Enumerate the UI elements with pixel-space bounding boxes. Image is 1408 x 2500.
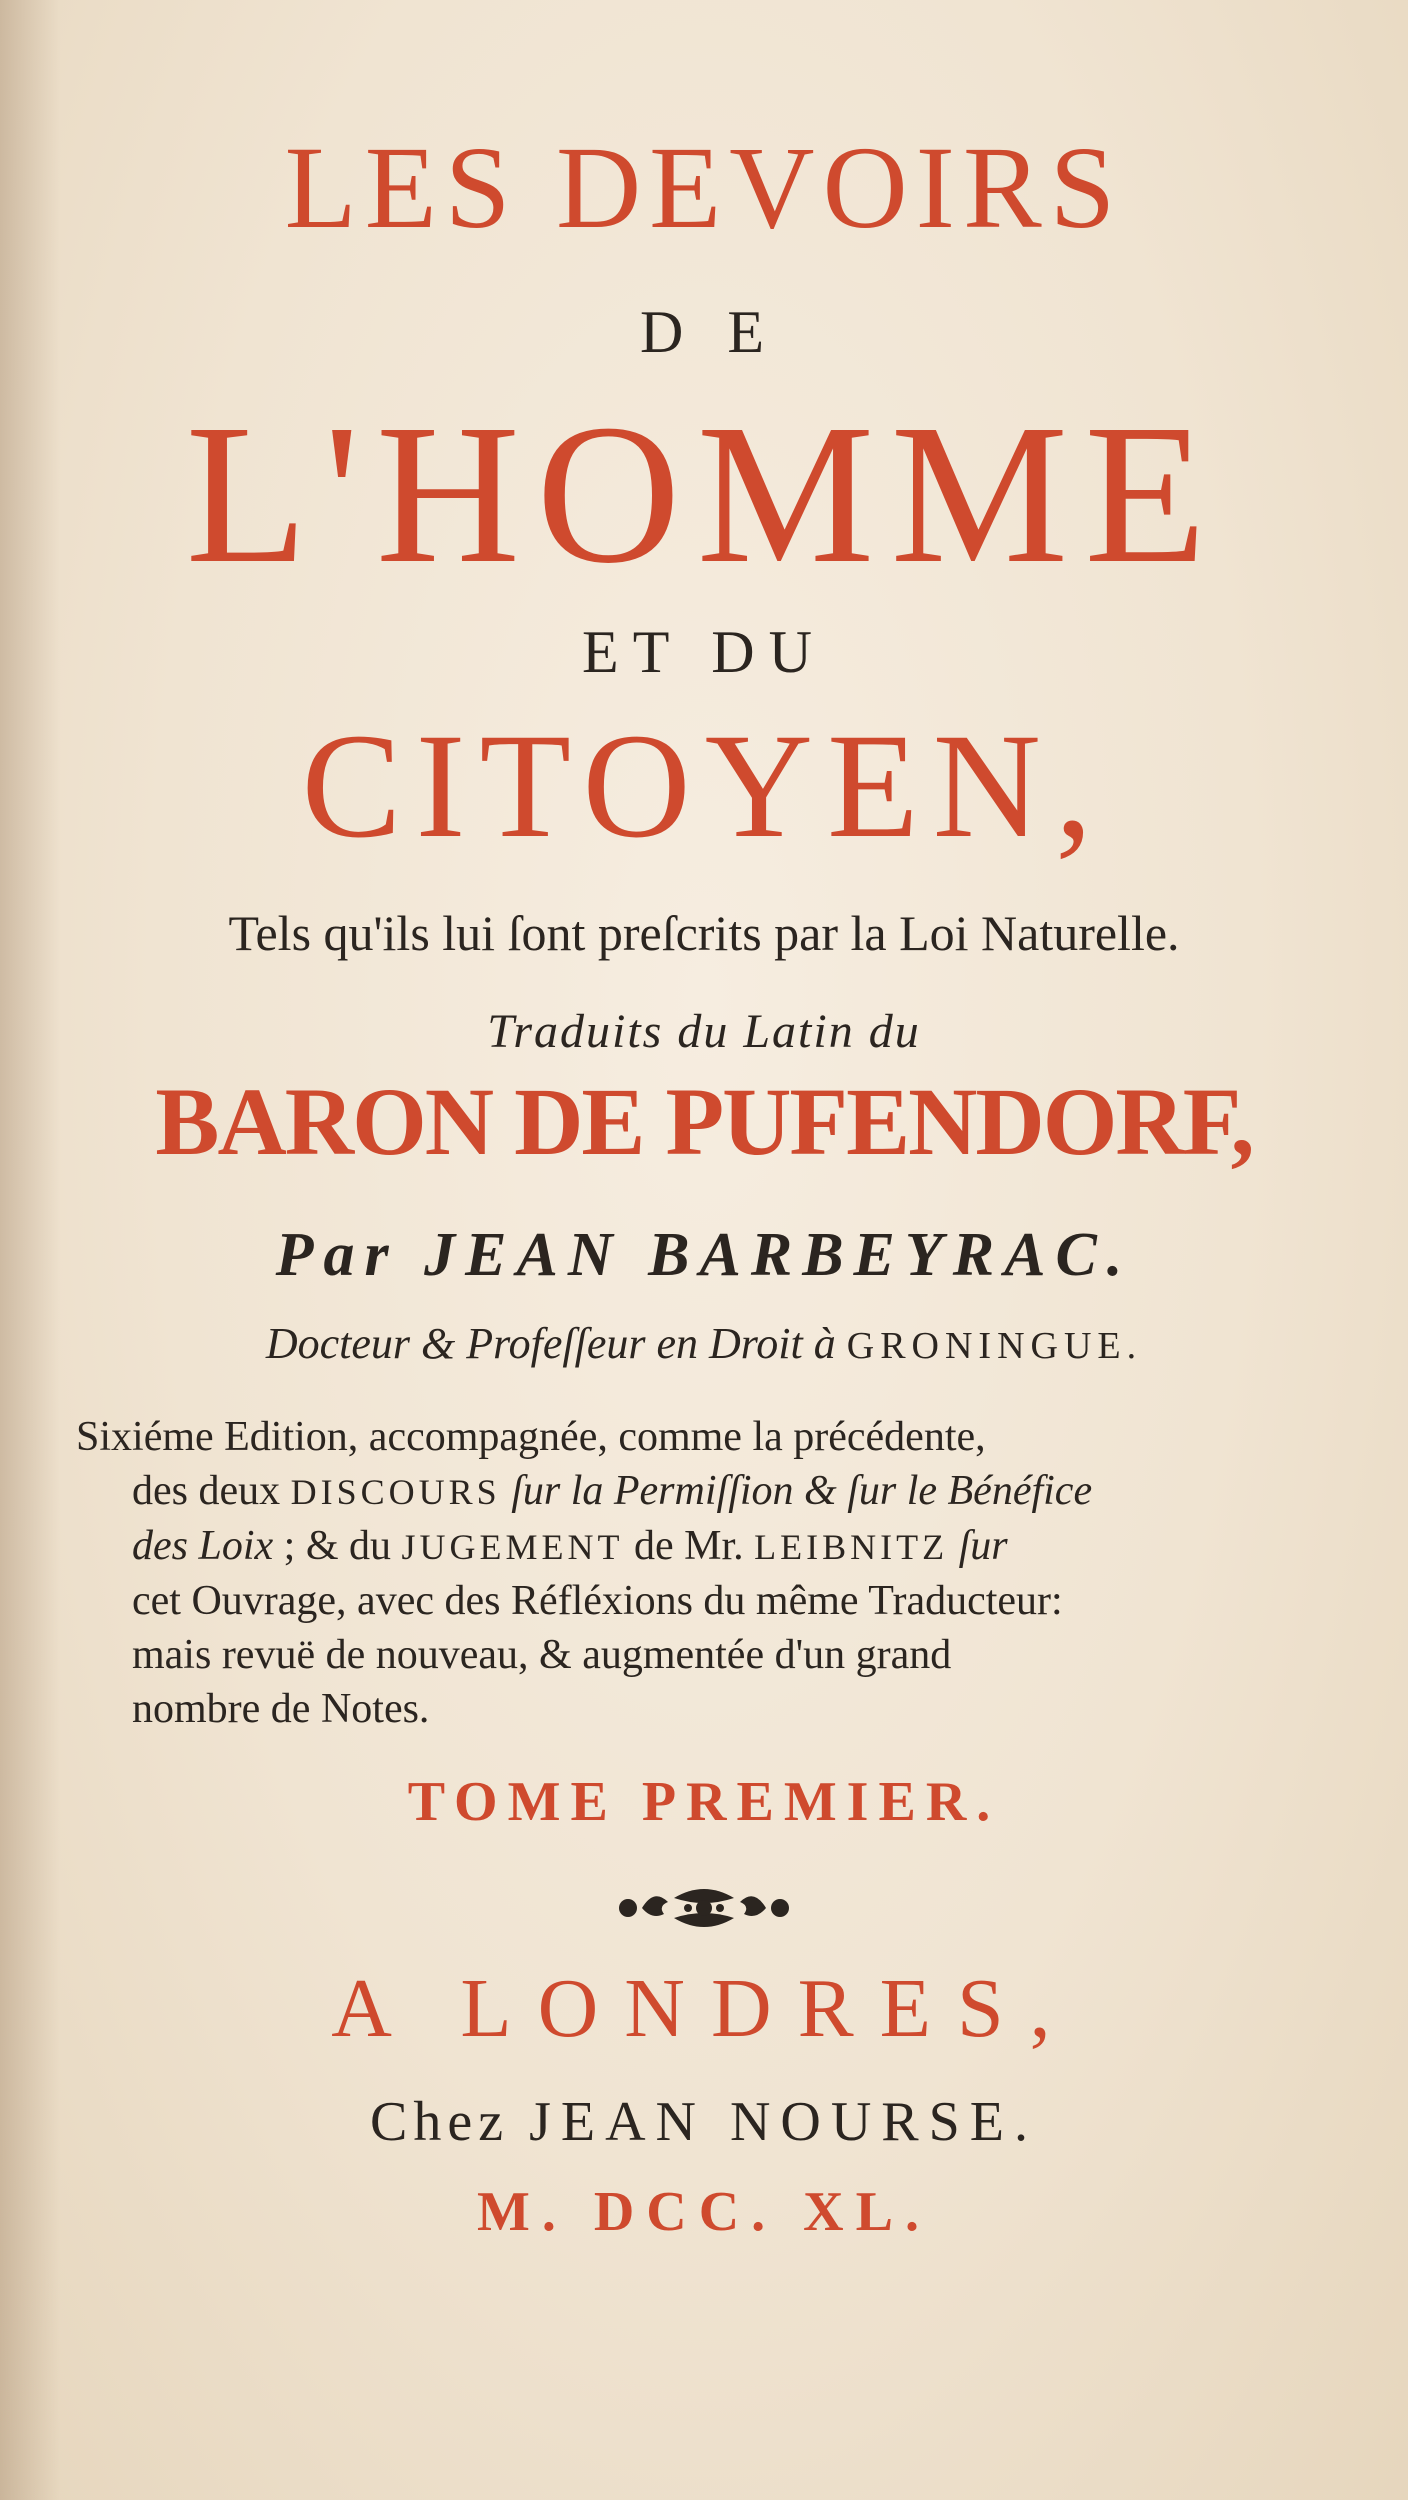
volume-label: TOME PREMIER. xyxy=(407,1771,1001,1833)
imprint-date: M. DCC. XL. xyxy=(477,2181,931,2243)
translator-name: JEAN BARBEYRAC. xyxy=(424,1221,1133,1289)
subtitle: Tels qu'ils lui ſont preſcrits par la Loi Naturelle. xyxy=(228,905,1180,961)
edition-line-6: nombre de Notes. xyxy=(132,1686,430,1732)
edition-note xyxy=(76,1410,1276,1736)
edition-line-3-a: des Loix xyxy=(132,1523,274,1569)
edition-line-2 xyxy=(76,1464,1276,1519)
edition-line-3-c: JUGEMENT xyxy=(401,1527,624,1567)
imprint-publisher-line xyxy=(0,2090,1408,2154)
publisher-name: JEAN NOURSE. xyxy=(529,2091,1038,2153)
credentials-line xyxy=(0,1318,1408,1369)
title-line-de: DE xyxy=(640,299,808,365)
title-line-les-devoirs: LES DEVOIRS xyxy=(284,122,1124,253)
edition-line-3-b: ; & du xyxy=(283,1523,391,1569)
title-line-homme: L'HOMME xyxy=(185,384,1223,605)
credentials-text: Docteur & Profeſſeur en Droit à xyxy=(265,1319,836,1368)
edition-line-1: Sixiéme Edition, accompagnée, comme la précédente, xyxy=(76,1414,986,1460)
edition-line-3-f: ſur xyxy=(958,1523,1008,1569)
edition-line-2-c: ſur la Permiſſion & ſur le Bénéfice xyxy=(511,1468,1093,1514)
edition-line-3 xyxy=(76,1519,1276,1574)
imprint-city: A LONDRES, xyxy=(331,1962,1077,2055)
fleuron-ornament-icon xyxy=(0,1880,1408,1941)
credentials-place: GRONINGUE. xyxy=(846,1325,1143,1367)
author-name: BARON DE PUFENDORF, xyxy=(155,1068,1253,1175)
fleuron-ornament-icon xyxy=(614,1880,794,1936)
translator-line xyxy=(0,1220,1408,1291)
publisher-prefix: Chez xyxy=(370,2091,510,2153)
translated-from: Traduits du Latin du xyxy=(487,1005,921,1058)
edition-line-2-b: DISCOURS xyxy=(290,1472,501,1512)
translator-prefix: Par xyxy=(275,1221,399,1289)
edition-line-3-e: LEIBNITZ xyxy=(754,1527,949,1567)
edition-line-4: cet Ouvrage, avec des Réfléxions du même Traducteur: xyxy=(132,1578,1063,1624)
edition-line-2-a: des deux xyxy=(132,1468,281,1514)
title-line-citoyen: CITOYEN, xyxy=(301,703,1107,869)
title-line-et-du: ET DU xyxy=(582,619,826,685)
edition-line-5: mais revuë de nouveau, & augmentée d'un grand xyxy=(132,1632,952,1678)
edition-line-3-d: de Mr. xyxy=(633,1523,744,1569)
